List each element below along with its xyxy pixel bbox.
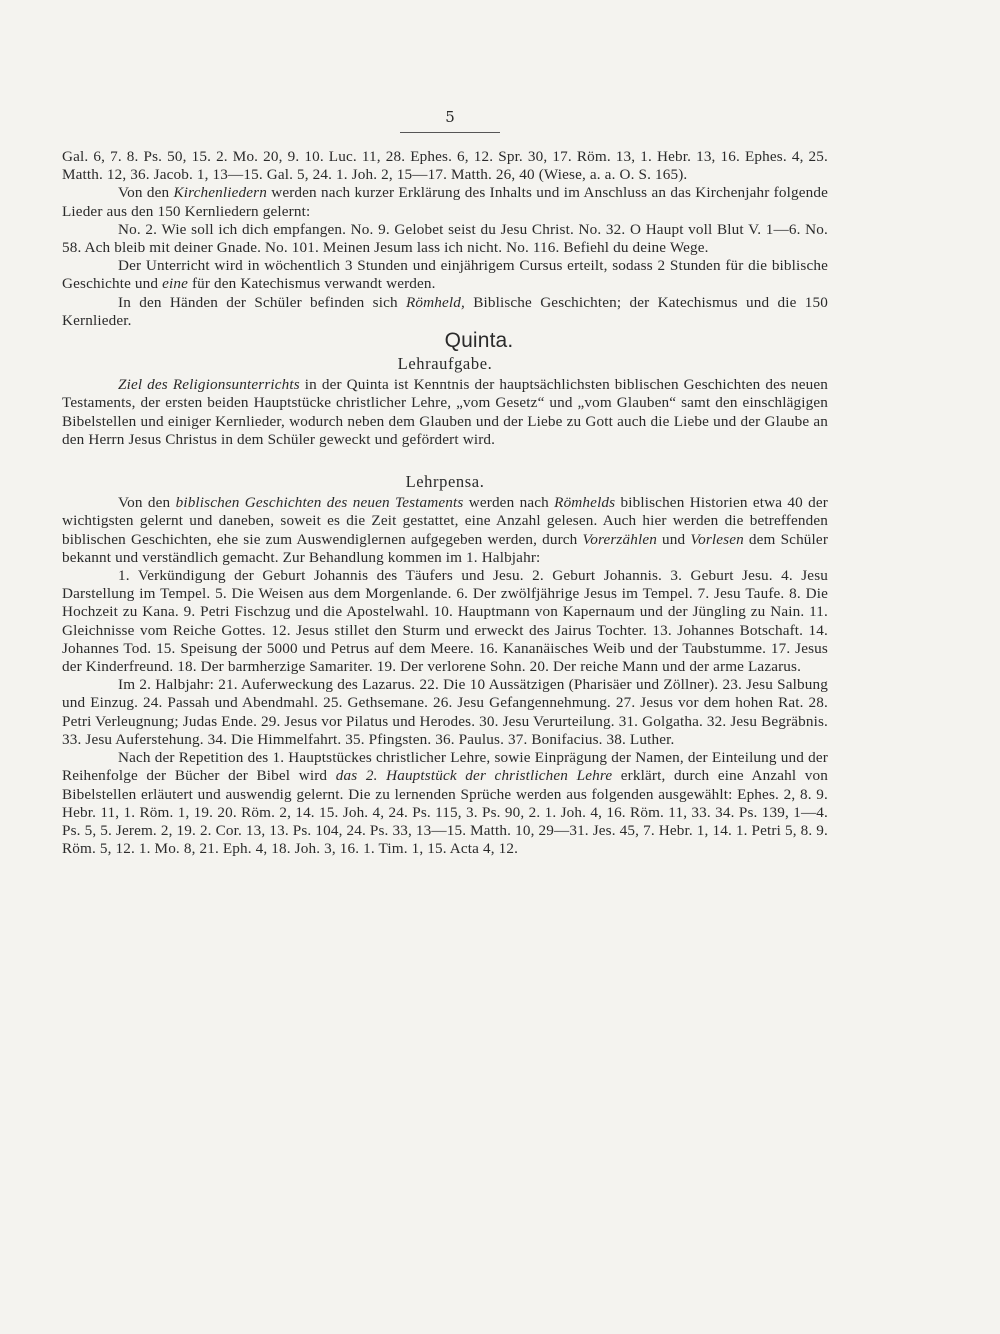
text-run: Der Unterricht wird in wöchentlich 3 Stunden und einjährigem Cursus erteilt, sodass 2 Stunden für die biblische Geschichte und (62, 257, 828, 293)
paragraph-lehrbuecher (62, 294, 828, 330)
italic-term: Ziel des Religionsunterrichts (118, 376, 300, 394)
subheading-lehraufgabe: Lehraufgabe. (397, 354, 493, 374)
text-run: In den Händen der Schüler befinden sich (118, 293, 406, 311)
paragraph-kirchenlieder (62, 184, 828, 220)
italic-term: Kirchenliedern (173, 184, 267, 202)
italic-term: Vorlesen (690, 530, 744, 548)
italic-term: das 2. Hauptstück der christlichen Lehre (335, 767, 613, 785)
paragraph-halbjahr-1: 1. Verkündigung der Geburt Johannis des Täufers und Jesu. 2. Geburt Johannis. 3. Geburt Jesu. 4. Jesu Darstellung im Tempel. 5. Die Weisen aus dem Morgenlande. 6. Der zwölfjährige Jesus im Tempel. 7. Jesu Taufe. 8. Die Hochzeit zu Kana. 9. Petri Fischzug und die Apostelwahl. 10. Hauptmann von Kapernaum und der Jüngling zu Nain. 11. Gleichnisse vom Reiche Gottes. 12. Jesus stillet den Sturm und erweckt des Jairus Tochter. 13. Johannes Botschaft. 14. Johannes Tod. 15. Speisung der 5000 und Petrus auf dem Meere. 16. Kananäisches Weib und der Taubstumme. 17. Jesus der Kinderfreund. 18. Der barmherzige Samariter. 19. Der verlorene Sohn. 20. Der reiche Mann und der arme Lazarus. (62, 567, 828, 676)
text-run: in der Quinta ist Kenntnis der hauptsächlichsten biblischen Geschichten des neuen Testaments, der ersten beiden Hauptstücke christlicher Lehre, „vom Gesetz“ und „vom Glauben“ samt den einschlägigen Bibelstellen und einiger Kernlieder, wodurch neben dem Glauben und der Liebe zu Gott auch die Liebe und der Glaube an den Herrn Jesus Christus in dem Schüler geweckt und gefördert wird. (62, 376, 828, 448)
italic-term: Römheld, (405, 293, 465, 311)
subheading-lehrpensa: Lehrpensa. (405, 472, 485, 492)
paragraph-biblische-geschichten (62, 494, 828, 567)
italic-term: Vorerzählen (582, 530, 657, 548)
text-run: Nach der Repetition des 1. Hauptstückes christlicher Lehre, sowie Einprägung der Namen, der Einteilung und der Reihenfolge der Bücher der Bibel wird (62, 749, 828, 785)
text-run: werden nach (463, 494, 555, 512)
page-number: 5 (445, 108, 455, 126)
italic-term: eine (162, 275, 188, 293)
text-run: werden nach kurzer Erklärung des Inhalts und im Anschluss an das Kirchenjahr folgende Lieder aus den 150 Kernliedern gelernt: (62, 184, 828, 220)
text-run: für den Katechismus verwandt werden. (188, 275, 436, 293)
text-run: Von den (118, 184, 174, 202)
paragraph-unterricht (62, 257, 828, 293)
text-run: erklärt, durch eine Anzahl von Bibelstellen erläutert und auswendig gelernt. Die zu lernenden Sprüche werden aus folgenden ausgewählt: Ephes. 2, 8. 9. Hebr. 11, 1. Röm. 1, 19. 20. Röm. 2, 14. 15. Joh. 4, 24. Ps. 115, 3. Ps. 90, 2. 1. Joh. 4, 16. Röm. 11, 33. 34. Ps. 139, 1—4. Ps. 5, 5. Jerem. 2, 19. 2. Cor. 13, 13. Ps. 104, 24. Ps. 33, 13—15. Matth. 10, 29—31. Jes. 45, 7. Hebr. 1, 14. 1. Petri 5, 8. 9. Röm. 5, 12. 1. Mo. 8, 21. Eph. 4, 18. Joh. 3, 16. 1. Tim. 1, 15. Acta 4, 12. (62, 767, 828, 858)
paragraph-bible-references: Gal. 6, 7. 8. Ps. 50, 15. 2. Mo. 20, 9. 10. Luc. 11, 28. Ephes. 6, 12. Spr. 30, 17. Röm. 13, 1. Hebr. 13, 16. Ephes. 4, 25. Matth. 12, 36. Jacob. 1, 13—15. Gal. 5, 24. 1. Joh. 2, 15—17. Matth. 26, 40 (Wiese, a. a. O. S. 165). (62, 148, 828, 184)
text-run: Von den (118, 494, 176, 512)
header-rule (400, 132, 500, 133)
paragraph-lieder-list: No. 2. Wie soll ich dich empfangen. No. 9. Gelobet seist du Jesu Christ. No. 32. O Haupt voll Blut V. 1—6. No. 58. Ach bleib mit deiner Gnade. No. 101. Meinen Jesum lass ich nicht. No. 116. Befiehl du deine Wege. (62, 220, 828, 257)
page-header (400, 108, 500, 133)
paragraph-ziel (62, 376, 828, 449)
paragraph-halbjahr-2: Im 2. Halbjahr: 21. Auferweckung des Lazarus. 22. Die 10 Aussätzigen (Pharisäer und Zöllner). 23. Jesu Salbung und Einzug. 24. Passah und Abendmahl. 25. Gethsemane. 26. Jesu Gefangennehmung. 27. Jesus vor dem hohen Rat. 28. Petri Verleugnung; Judas Ende. 29. Jesus vor Pilatus und Herodes. 30. Jesu Verurteilung. 31. Golgatha. 32. Jesu Begräbnis. 33. Jesu Auferstehung. 34. Die Himmelfahrt. 35. Pfingsten. 36. Paulus. 37. Bonifacius. 38. Luther. (62, 676, 828, 748)
text-run: dem Schüler bekannt und verständlich gemacht. Zur Behandlung kommen im 1. Halbjahr: (62, 530, 829, 566)
text-run: Biblische Geschichten; der Katechismus und die 150 Kernlieder. (62, 293, 828, 329)
section-heading-quinta: Quinta. (444, 329, 514, 353)
body-text (62, 148, 828, 858)
text-run: biblischen Historien etwa 40 der wichtigsten gelernt und daneben, soweit es die Zeit gestattet, eine Anzahl gelesen. Auch hier werden die betreffenden biblischen Geschichten, ehe sie zum Auswendiglernen aufgegeben werden, durch (62, 494, 828, 548)
paragraph-repetition (62, 749, 828, 858)
text-run: und (656, 530, 691, 548)
italic-term: biblischen Geschichten des neuen Testaments (175, 494, 464, 512)
italic-term: Römhelds (554, 494, 616, 512)
